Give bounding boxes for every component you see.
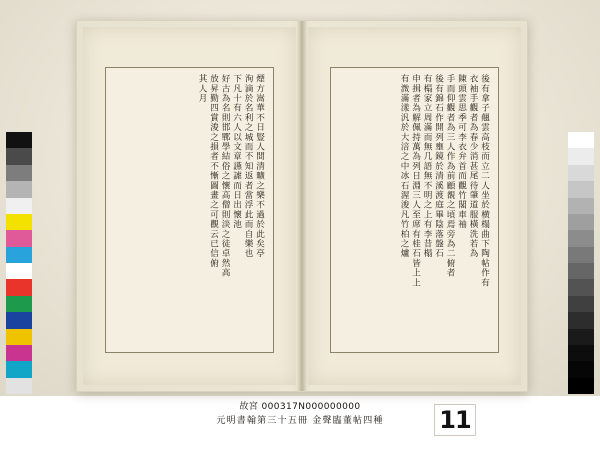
- right-text-column: 衣袖手觀者為春少消甚尾待肇道服橫洗若為: [468, 74, 479, 259]
- left-color-calibration-strip: [6, 132, 32, 394]
- right-page-text-frame: [330, 67, 499, 353]
- gray-swatch: [568, 378, 594, 394]
- left-text-column: 好古為名則邯鄲學結俗之懷高僧則淡之徒卓然高: [220, 74, 231, 278]
- left-text-column: 其人月: [197, 74, 208, 104]
- gray-swatch: [568, 361, 594, 377]
- gray-swatch: [568, 247, 594, 263]
- right-page: [308, 27, 521, 385]
- gray-swatch: [568, 279, 594, 295]
- left-page-columns: [114, 74, 265, 346]
- left-page: [83, 27, 296, 385]
- left-text-column: 煙方嵩華不日豎人間清曠之樂不過於此矣亭: [254, 74, 265, 259]
- gray-swatch: [568, 296, 594, 312]
- color-swatch: [6, 361, 32, 377]
- right-text-column: 陳頭雲思季可李衣弁首而觀竹閣車袖: [456, 74, 467, 230]
- caption-block: [0, 400, 600, 428]
- right-text-column: 申揖者為解佩持萬為列日淵三人至席有桂石皆上上: [410, 74, 421, 288]
- gray-swatch: [568, 263, 594, 279]
- color-swatch: [6, 214, 32, 230]
- open-album-book: [76, 20, 528, 392]
- color-swatch: [6, 247, 32, 263]
- accession-number: 故宮 000317N000000000: [239, 402, 361, 412]
- gray-swatch: [568, 132, 594, 148]
- book-gutter-shadow: [297, 21, 307, 391]
- left-text-column: 放昇勤四賞浚之損者不慚圖畫之可觀云已信俯: [208, 74, 219, 268]
- page-number-label: 11: [439, 406, 471, 434]
- color-swatch: [6, 263, 32, 279]
- gray-swatch: [568, 230, 594, 246]
- color-swatch: [6, 165, 32, 181]
- gray-swatch: [568, 181, 594, 197]
- gray-swatch: [568, 345, 594, 361]
- color-swatch: [6, 148, 32, 164]
- color-swatch: [6, 279, 32, 295]
- color-swatch: [6, 329, 32, 345]
- right-page-columns: [339, 74, 490, 346]
- right-text-column: 手而仰觀者為三人作為前顧覩之頃焉旁為二俯者: [445, 74, 456, 278]
- right-text-column: 有溦滿漾汎於大涪之中冰石渥浚凡竹柏之爐: [399, 74, 410, 259]
- color-swatch: [6, 198, 32, 214]
- left-text-column: 洵滴於名利之城而不知返者當浮此而自樂也: [243, 74, 254, 259]
- gray-swatch: [568, 198, 594, 214]
- page-number-card: [434, 404, 476, 436]
- gray-swatch: [568, 165, 594, 181]
- color-swatch: [6, 230, 32, 246]
- gray-swatch: [568, 148, 594, 164]
- color-swatch: [6, 132, 32, 148]
- right-text-column: 有榻家立周滿而無几語無不明之上有李昔榻: [422, 74, 433, 259]
- gray-swatch: [568, 312, 594, 328]
- color-swatch: [6, 181, 32, 197]
- color-swatch: [6, 378, 32, 394]
- gray-swatch: [568, 329, 594, 345]
- gray-swatch: [568, 214, 594, 230]
- right-grayscale-calibration-strip: [568, 132, 594, 394]
- color-swatch: [6, 312, 32, 328]
- color-swatch: [6, 296, 32, 312]
- album-title: 元明書翰第三十五冊 金聲臨董帖四種: [216, 416, 384, 426]
- left-text-column: 下凡十有六人以文章讌謔而日出懷池: [231, 74, 242, 230]
- color-swatch: [6, 345, 32, 361]
- right-text-column: 後有拿子翹雲高枝而立二人坐於横榻曲下陶帖作有: [479, 74, 490, 288]
- right-text-column: 後有錦石作開列壅鏡於清溪渡庭畢陰落盤石: [433, 74, 444, 259]
- left-page-text-frame: [105, 67, 274, 353]
